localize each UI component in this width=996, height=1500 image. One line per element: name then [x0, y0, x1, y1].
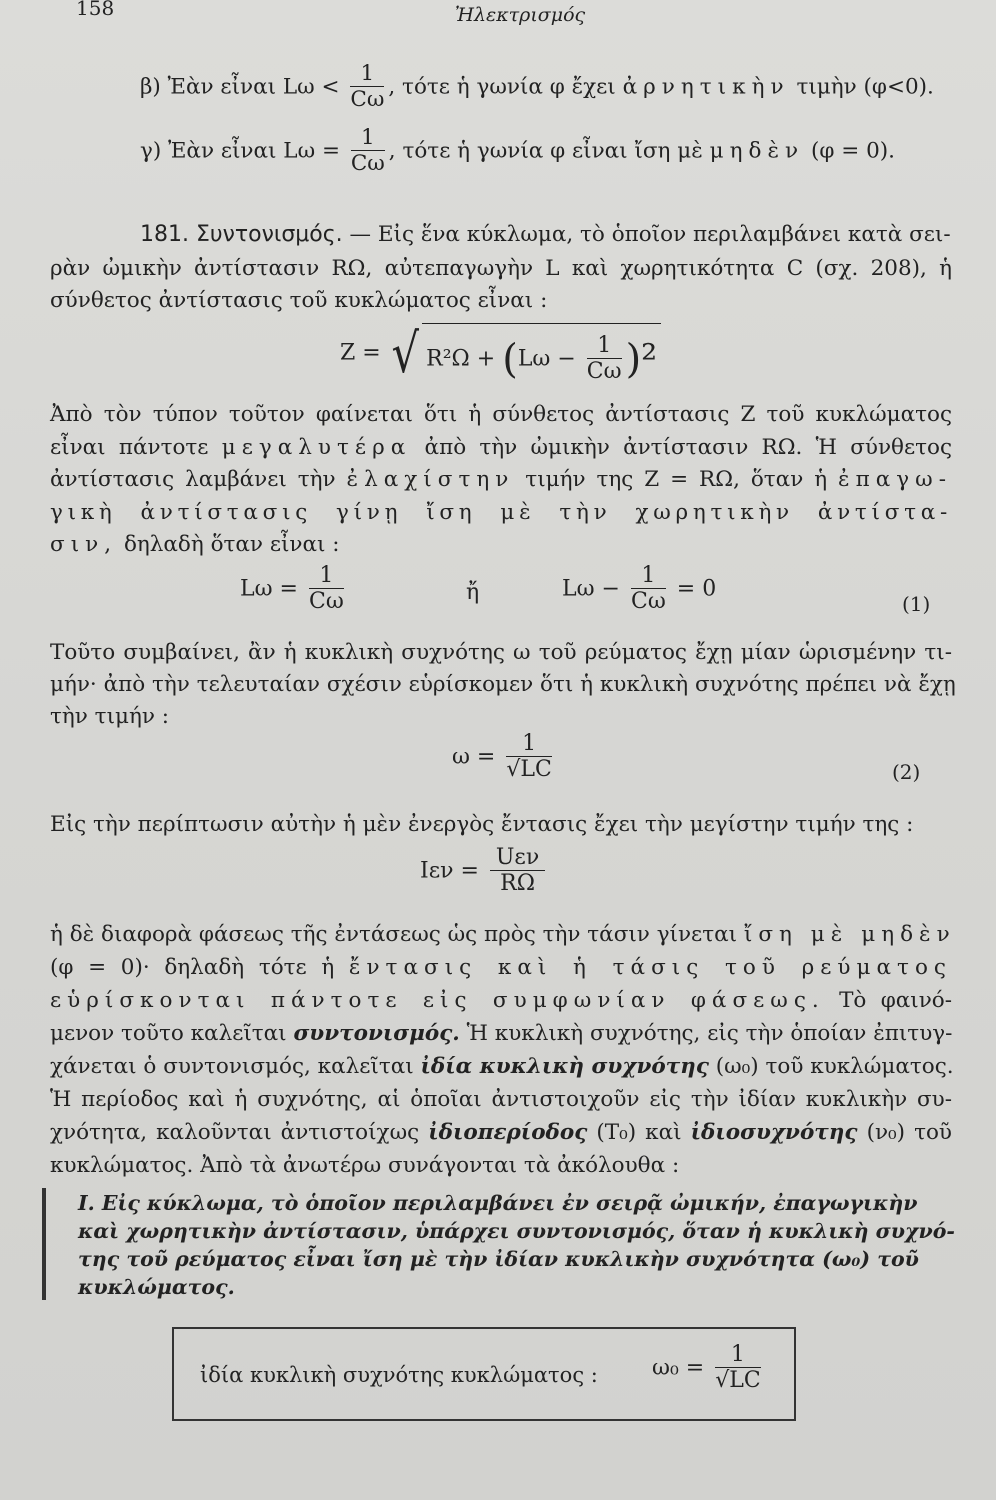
case-beta-label: β): [140, 74, 161, 100]
p5-l7-c: (ν₀) τοῦ: [866, 1120, 952, 1145]
eq3-fraction: [490, 846, 545, 897]
p5-l3-spaced: εὑρίσκονται πάντοτε εἰς συμφωνίαν φάσεως.: [50, 988, 825, 1013]
p5-l4-bold: συντονισμός.: [293, 1021, 460, 1046]
p5-l4-a: μενον τοῦτο καλεῖται: [50, 1021, 287, 1046]
case-gamma-spaced: μηδὲν: [709, 138, 805, 164]
p2-l2-a: εἶναι πάντοτε: [50, 435, 209, 460]
eq-z-paren-open: (: [502, 336, 518, 382]
p2-l5-spaced: σιν,: [50, 532, 118, 557]
case-beta-text-c: τιμὴν (φ<0).: [796, 74, 934, 100]
p2-l3-spaced: ἐλαχίστην: [346, 467, 515, 492]
eq-z-inner: Lω −: [517, 346, 576, 371]
section-p1-l1: — Εἰς ἕνα κύκλωμα, τὸ ὁποῖον περιλαμβάνει κατὰ σει-: [349, 222, 951, 247]
eq-z-lhs: Z =: [340, 340, 381, 366]
p3-l1: Τοῦτο συμβαίνει, ἂν ἡ κυκλικὴ συχνότης ω τοῦ ρεύματος ἔχῃ μίαν ὡρισμένην τι-: [50, 640, 952, 665]
section-title: 181. Συντονισμός.: [140, 222, 343, 247]
box-label: ἰδία κυκλικὴ συχνότης κυκλώματος :: [200, 1363, 598, 1387]
p5-l8: κυκλώματος. Ἀπὸ τὰ ἀνωτέρω συνάγονται τὰ ἀκόλουθα :: [50, 1153, 680, 1178]
p5-l2-spaced: ἔντασις καὶ ἡ τάσις τοῦ ρεύματος: [348, 955, 952, 980]
case-gamma-label: γ): [140, 138, 162, 164]
p5-l5-a: χάνεται ὁ συντονισμός, καλεῖται: [50, 1054, 414, 1079]
p5-l1: [50, 922, 956, 948]
p5-l1-spaced: ἴση μὲ μηδὲν: [743, 922, 956, 947]
p5-l4-b: Ἡ κυκλικὴ συχνότης, εἰς τὴν ὁποίαν ἐπιτυγ-: [466, 1021, 953, 1046]
p5-l2: [50, 955, 952, 981]
p2-l3-a: ἀντίστασις λαμβάνει τὴν: [50, 467, 336, 492]
frac-denominator: √LC: [506, 757, 552, 782]
eq3-lhs: Iεν =: [420, 858, 479, 884]
frac-denominator: Cω: [586, 358, 622, 384]
equation-1-right: [562, 564, 716, 615]
equation-2-number: (2): [892, 760, 921, 784]
p5-l7-bold2: ἰδιοσυχνότης: [690, 1120, 858, 1145]
p5-l7-b: (T₀) καὶ: [596, 1120, 682, 1145]
case-beta-expr: Lω <: [282, 74, 340, 100]
p5-l1-a: ἡ δὲ διαφορὰ φάσεως τῆς ἐντάσεως ὡς πρὸς τὴν τάσιν γίνεται: [50, 922, 738, 947]
eq1-fraction-2: [631, 564, 666, 615]
section-p1-l3: σύνθετος ἀντίστασις τοῦ κυκλώματος εἶναι :: [50, 288, 548, 313]
p2-l5-b: δηλαδὴ ὅταν εἶναι :: [123, 532, 340, 557]
margin-rule-bar: [42, 1188, 46, 1300]
p3-l2: μήν· ἀπὸ τὴν τελευταίαν σχέσιν εὑρίσκομεν ὅτι ἡ κυκλικὴ συχνότης πρέπει νὰ ἔχῃ: [50, 672, 956, 697]
eq2-lhs: ω =: [452, 744, 496, 770]
frac-numerator: 1: [506, 732, 551, 757]
rule-l3: της τοῦ ρεύματος εἶναι ἴση μὲ τὴν ἰδίαν κυκλικὴν συχνότητα (ω₀) τοῦ: [78, 1247, 919, 1271]
case-gamma-text-a: Ἐὰν εἶναι: [168, 138, 277, 164]
p2-l5: [50, 532, 952, 558]
frac-denominator: Cω: [350, 151, 385, 176]
p4-l1: Εἰς τὴν περίπτωσιν αὐτὴν ἡ μὲν ἐνεργὸς ἔντασις ἔχει τὴν μεγίστην τιμήν της :: [50, 812, 914, 837]
eq1-right-lhs: Lω −: [562, 576, 620, 602]
equation-1-or: ἤ: [466, 580, 480, 605]
eq1-right-rhs: = 0: [676, 576, 717, 602]
equation-2: [452, 732, 556, 783]
p5-l3: [50, 988, 952, 1014]
p2-l2: [50, 435, 952, 461]
frac-denominator: Cω: [350, 87, 385, 112]
equation-1-left: [240, 564, 348, 615]
case-gamma-text-c: (φ = 0).: [810, 138, 895, 164]
eq-z-r-term: R²Ω +: [426, 346, 496, 371]
box-fraction: [715, 1343, 760, 1394]
frac-numerator: 1: [351, 126, 385, 151]
frac-numerator: 1: [631, 564, 666, 589]
section-p1-l2: ρὰν ὠμικὴν ἀντίστασιν RΩ, αὐτεπαγωγὴν L καὶ χωρητικότητα C (σχ. 208), ἡ: [50, 256, 952, 281]
p5-l5: [50, 1054, 952, 1080]
case-gamma-text-b: , τότε ἡ γωνία φ εἶναι ἴση μὲ: [388, 138, 703, 164]
section-heading-line: [140, 222, 956, 248]
case-gamma-expr: Lω =: [283, 138, 340, 164]
frac-denominator: RΩ: [500, 871, 535, 896]
equation-z: [340, 322, 661, 385]
case-gamma-fraction: [351, 126, 385, 177]
eq-z-paren-close: )²: [625, 336, 658, 382]
sqrt-sign-icon: √: [391, 322, 419, 385]
running-title: Ἠλεκτρισμός: [455, 4, 586, 26]
frac-numerator: 1: [715, 1343, 760, 1368]
case-beta-spaced: ἀρνητικὴν: [622, 74, 790, 100]
p2-l1: Ἀπὸ τὸν τύπον τοῦτον φαίνεται ὅτι ἡ σύνθετος ἀντίστασις Z τοῦ κυκλώματος: [50, 402, 952, 427]
p2-l3: [50, 467, 952, 493]
p2-l4: γικὴ ἀντίστασις γίνῃ ἴση μὲ τὴν χωρητικὴν ἀντίστα-: [50, 500, 952, 525]
p2-l2-b: ἀπὸ τὴν ὠμικὴν ἀντίστασιν RΩ. Ἡ σύνθετος: [424, 435, 952, 460]
p5-l5-bold: ἰδία κυκλικὴ συχνότης: [420, 1054, 709, 1079]
frac-numerator: 1: [309, 564, 344, 589]
eq2-fraction: [506, 732, 551, 783]
equation-i-eff: [420, 846, 549, 897]
box-equation: [652, 1343, 765, 1394]
eq1-fraction: [309, 564, 344, 615]
eq-z-fraction: [587, 334, 622, 385]
rule-l4: κυκλώματος.: [78, 1275, 235, 1299]
eq-z-radicand: [422, 323, 661, 385]
frac-denominator: Cω: [630, 589, 666, 614]
p5-l6: Ἡ περίοδος καὶ ἡ συχνότης, αἱ ὁποῖαι ἀντιστοιχοῦν εἰς τὴν ἰδίαν κυκλικὴν συ-: [50, 1087, 952, 1112]
p2-l3-b: τιμήν της Z = RΩ, ὅταν ἡ: [525, 467, 828, 492]
p5-l5-b: (ω₀) τοῦ κυκλώματος.: [715, 1054, 954, 1079]
case-beta: [140, 62, 934, 113]
case-gamma: [140, 126, 895, 177]
page-number: 158: [76, 0, 115, 20]
case-beta-fraction: [350, 62, 384, 113]
boxed-formula: [172, 1327, 796, 1421]
p5-l7-bold1: ἰδιοπερίοδος: [428, 1120, 588, 1145]
case-beta-text-a: Ἐὰν εἶναι: [167, 74, 277, 100]
case-beta-text-b: , τότε ἡ γωνία φ ἔχει: [388, 74, 616, 100]
rule-l2: καὶ χωρητικὴν ἀντίστασιν, ὑπάρχει συντονισμός, ὅταν ἡ κυκλικὴ συχνό-: [78, 1219, 955, 1243]
p5-l3-b: Τὸ φαινό-: [839, 988, 952, 1013]
frac-denominator: Cω: [308, 589, 344, 614]
p2-l3-spaced2: ἐπαγω-: [838, 467, 952, 492]
p5-l7: [50, 1120, 952, 1146]
eq1-left-lhs: Lω =: [240, 576, 298, 602]
rule-l1: I. Εἰς κύκλωμα, τὸ ὁποῖον περιλαμβάνει ἐν σειρᾷ ὠμικήν, ἐπαγωγικὴν: [78, 1191, 918, 1215]
frac-denominator: √LC: [715, 1368, 761, 1393]
p2-l2-spaced: μεγαλυτέρα: [221, 435, 412, 460]
frac-numerator: 1: [587, 334, 622, 359]
frac-numerator: 1: [350, 62, 384, 87]
p5-l2-a: (φ = 0)· δηλαδὴ τότε ἡ: [50, 955, 335, 980]
p5-l4: [50, 1021, 952, 1047]
p3-l3: τὴν τιμήν :: [50, 704, 170, 729]
frac-numerator: Uεν: [490, 846, 545, 871]
equation-1-number: (1): [902, 592, 931, 616]
p5-l7-a: χνότητα, καλοῦνται ἀντιστοίχως: [50, 1120, 420, 1145]
box-lhs: ω₀ =: [652, 1355, 705, 1381]
